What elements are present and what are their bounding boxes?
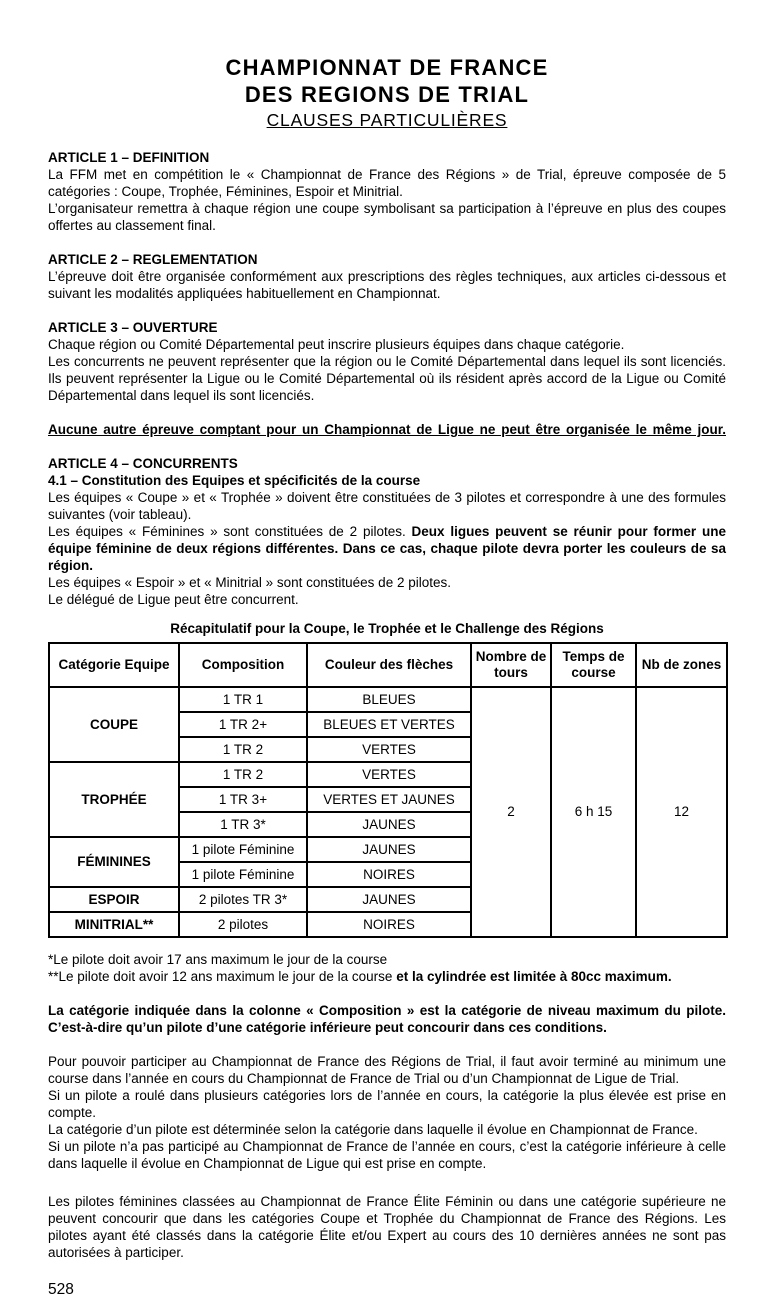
- column-header-categorie-equipe: Catégorie Equipe: [49, 643, 179, 687]
- feminine-pilots-note-text: Les pilotes féminines classées au Championnat de France Élite Féminin ou dans une catégorie supérieure ne peuvent concourir que dans les catégories Coupe et Trophée du Championnat de France des Régions. Les pilotes ayant été classés dans la catégorie Élite et/ou Expert au cours des 10 dernières années ne sont pas autorisées à participer.: [48, 1194, 726, 1260]
- doc-header: [48, 54, 726, 132]
- recap-table-body: [49, 687, 727, 937]
- participation-notes: [48, 1053, 726, 1172]
- participation-note-1: Pour pouvoir participer au Championnat de France des Régions de Trial, il faut avoir terminé au minimum une course dans l’année en cours du Championnat de France de Trial ou d’un Championnat de Ligue de Trial.: [48, 1054, 726, 1086]
- column-header-couleur-fleches: Couleur des flèches: [307, 643, 471, 687]
- footnote-2-normal: **Le pilote doit avoir 12 ans maximum le jour de la course: [48, 969, 397, 984]
- composition-cell: 1 pilote Féminine: [179, 862, 307, 887]
- recap-table-title: Récapitulatif pour la Coupe, le Trophée et le Challenge des Régions: [170, 621, 604, 636]
- column-header-temps-course: Temps de course: [551, 643, 636, 687]
- feminine-pilots-note: [48, 1193, 726, 1261]
- arrow-color-cell: BLEUES: [307, 687, 471, 712]
- participation-note-2: Si un pilote a roulé dans plusieurs catégories lors de l’année en cours, la catégorie la plus élevée est prise en compte.: [48, 1088, 726, 1120]
- column-header-nb-zones: Nb de zones: [636, 643, 727, 687]
- composition-note-text: La catégorie indiquée dans la colonne « Composition » est la catégorie de niveau maximum du pilote. C’est-à-dire qu’un pilote d’une catégorie inférieure peut concourir dans ces conditions.: [48, 1003, 726, 1035]
- category-cell-trophee: TROPHÉE: [49, 762, 179, 837]
- doc-title: [48, 54, 726, 108]
- article-4-paragraph-2-normal: Les équipes « Féminines » sont constituées de 2 pilotes.: [48, 524, 412, 539]
- composition-cell: 2 pilotes TR 3*: [179, 887, 307, 912]
- arrow-color-cell: VERTES: [307, 762, 471, 787]
- nb-zones-cell: 12: [636, 687, 727, 937]
- footnote-2-bold: et la cylindrée est limitée à 80cc maximum.: [396, 969, 672, 984]
- article-1-section: [48, 149, 726, 234]
- composition-cell: 1 TR 1: [179, 687, 307, 712]
- article-1-paragraph-2: L’organisateur remettra à chaque région une coupe symbolisant sa participation à l’épreuve en plus des coupes offertes au classement final.: [48, 201, 726, 233]
- arrow-color-cell: JAUNES: [307, 837, 471, 862]
- arrow-color-cell: JAUNES: [307, 887, 471, 912]
- article-3-heading: ARTICLE 3 – OUVERTURE: [48, 320, 218, 335]
- composition-note: [48, 1002, 726, 1036]
- page-number: 528: [48, 1281, 74, 1298]
- composition-cell: 1 TR 2: [179, 737, 307, 762]
- article-2-section: [48, 251, 726, 302]
- arrow-color-cell: JAUNES: [307, 812, 471, 837]
- article-4-paragraph-2-bold: Deux ligues peuvent se réunir pour former une équipe féminine de deux régions différentes. Dans ce cas, chaque pilote devra porter les couleurs de sa région.: [48, 524, 726, 573]
- article-3-paragraph-1: Chaque région ou Comité Départemental peut inscrire plusieurs équipes dans chaque catégorie.: [48, 337, 625, 352]
- column-header-composition: Composition: [179, 643, 307, 687]
- composition-cell: 1 TR 2+: [179, 712, 307, 737]
- recap-table-head: [49, 643, 727, 687]
- ligue-notice: Aucune autre épreuve comptant pour un Championnat de Ligue ne peut être organisée le même jour.: [48, 422, 726, 437]
- article-4-subheading: 4.1 – Constitution des Equipes et spécificités de la course: [48, 473, 421, 488]
- article-4-section: [48, 455, 726, 608]
- arrow-color-cell: BLEUES ET VERTES: [307, 712, 471, 737]
- participation-note-3: La catégorie d’un pilote est déterminée selon la catégorie dans laquelle il évolue en Championnat de France.: [48, 1122, 698, 1137]
- article-4-paragraph-1: Les équipes « Coupe » et « Trophée » doivent être constituées de 3 pilotes et correspondre à une des formules suivantes (voir tableau).: [48, 490, 726, 522]
- article-4-paragraph-3: Les équipes « Espoir » et « Minitrial » sont constituées de 2 pilotes.: [48, 575, 451, 590]
- category-cell-minitrial: MINITRIAL**: [49, 912, 179, 937]
- article-1-paragraph-1: La FFM met en compétition le « Championnat de France des Régions » de Trial, épreuve composée de 5 catégories : Coupe, Trophée, Féminines, Espoir et Minitrial.: [48, 167, 726, 199]
- article-1-heading: ARTICLE 1 – DEFINITION: [48, 150, 210, 165]
- composition-cell: 1 TR 3+: [179, 787, 307, 812]
- footnote-2: [48, 968, 726, 985]
- doc-title-line1: CHAMPIONNAT DE FRANCE: [225, 55, 549, 80]
- arrow-color-cell: NOIRES: [307, 862, 471, 887]
- category-cell-espoir: ESPOIR: [49, 887, 179, 912]
- arrow-color-cell: VERTES ET JAUNES: [307, 787, 471, 812]
- article-3-paragraph-2: Les concurrents ne peuvent représenter que la région ou le Comité Départemental dans lequel ils sont licenciés. Ils peuvent représenter la Ligue ou le Comité Départemental où ils résident après accord de la Ligue ou Comité Départemental dans lequel ils sont licenciés.: [48, 354, 726, 403]
- footnotes: [48, 951, 726, 985]
- composition-cell: 2 pilotes: [179, 912, 307, 937]
- footnote-1: *Le pilote doit avoir 17 ans maximum le jour de la course: [48, 952, 388, 967]
- nombre-tours-cell: 2: [471, 687, 551, 937]
- article-2-heading: ARTICLE 2 – REGLEMENTATION: [48, 252, 258, 267]
- arrow-color-cell: VERTES: [307, 737, 471, 762]
- category-cell-coupe: COUPE: [49, 687, 179, 762]
- article-4-paragraph-4: Le délégué de Ligue peut être concurrent.: [48, 592, 299, 607]
- doc-subtitle: CLAUSES PARTICULIÈRES: [266, 110, 508, 130]
- article-3-section: [48, 319, 726, 404]
- temps-course-cell: 6 h 15: [551, 687, 636, 937]
- header-row: [49, 643, 727, 687]
- category-cell-feminines: FÉMININES: [49, 837, 179, 887]
- composition-cell: 1 TR 2: [179, 762, 307, 787]
- composition-cell: 1 TR 3*: [179, 812, 307, 837]
- composition-cell: 1 pilote Féminine: [179, 837, 307, 862]
- doc-title-line2: DES REGIONS DE TRIAL: [244, 82, 530, 107]
- column-header-nombre-tours: Nombre de tours: [471, 643, 551, 687]
- table-row: [49, 687, 727, 712]
- recap-table: [48, 642, 728, 938]
- article-2-paragraph-1: L’épreuve doit être organisée conformément aux prescriptions des règles techniques, aux articles ci-dessous et suivant les modalités appliquées habituellement en Championnat.: [48, 269, 726, 301]
- arrow-color-cell: NOIRES: [307, 912, 471, 937]
- participation-note-4: Si un pilote n’a pas participé au Championnat de France de l’année en cours, c’est la catégorie inférieure à celle dans laquelle il évolue en Championnat de Ligue qui est prise en compte.: [48, 1139, 726, 1171]
- article-4-paragraph-2: [48, 523, 726, 574]
- article-4-heading: ARTICLE 4 – CONCURRENTS: [48, 456, 238, 471]
